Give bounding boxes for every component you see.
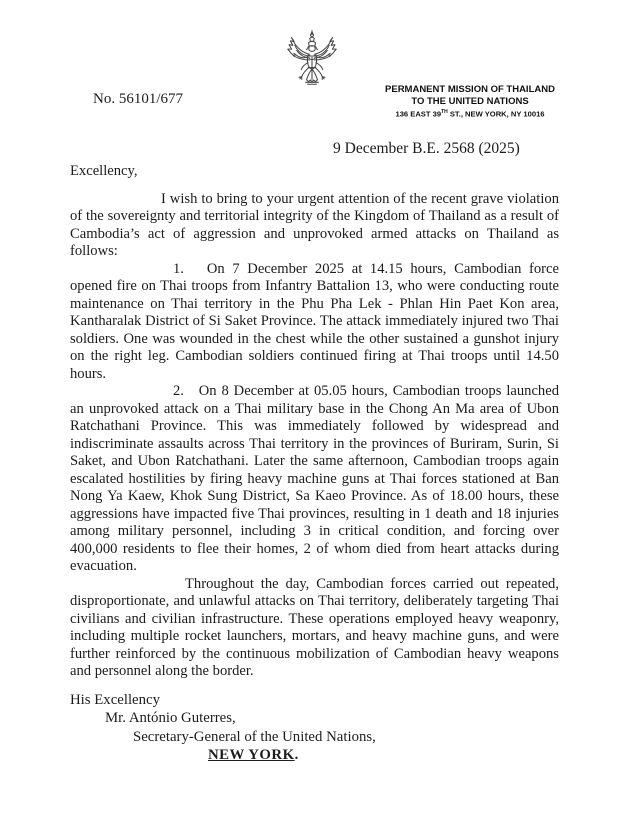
addressee-position: Secretary-General of the United Nations,	[133, 728, 376, 745]
addressee-city: NEW YORK	[208, 747, 295, 764]
letterhead-line1: PERMANENT MISSION OF THAILAND	[385, 84, 555, 95]
salutation: Excellency,	[70, 163, 138, 179]
reference-number: No. 56101/677	[93, 91, 183, 107]
addressee-block	[70, 691, 376, 765]
thai-garuda-emblem-icon	[280, 30, 344, 104]
letterhead-address-prefix: 136 EAST 39	[395, 109, 442, 119]
paragraph-closing: Throughout the day, Cambodian forces carried out repeated, disproportionate, and unlawful attacks on Thai territory, deliberately targeting Thai civilians and civilian infrastructure. These operations employed heavy weaponry, including multiple rocket launchers, mortars, and heavy machine guns, and were further reinforced by the continuous mobilization of Cambodian heavy weapons and personnel along the border.	[70, 575, 559, 679]
addressee-city-line	[70, 746, 376, 764]
letterhead-address-suffix: ST., NEW YORK, NY 10016	[447, 109, 545, 119]
letter-date: 9 December B.E. 2568 (2025)	[333, 140, 520, 157]
paragraph-intro: I wish to bring to your urgent attention of the recent grave violation of the sovereignty and territorial integrity of the Kingdom of Thailand as a result of Cambodia’s act of aggression and unprovoked armed attacks on Thailand as follows:	[70, 190, 559, 259]
paragraph-item-2: 2. On 8 December at 05.05 hours, Cambodian troops launched an unprovoked attack on a Thai military base in the Chong An Ma area of Ubon Ratchathani Province. This was immediately followed by widespread and indiscriminate assaults across Thai territory in the provinces of Buriram, Surin, Si Saket, and Ubon Ratchathani. Later the same afternoon, Cambodian troops again escalated hostilities by firing heavy machine guns at Thai forces stationed at Ban Nong Ya Kaew, Khok Sung District, Sa Kaeo Province. As of 18.00 hours, these aggressions have impacted five Thai provinces, resulting in 1 death and 18 injuries among military personnel, including 3 in critical condition, and forcing over 400,000 residents to flee their homes, 2 of whom died from heart attacks during evacuation.	[70, 383, 559, 574]
mission-letterhead	[381, 84, 559, 120]
addressee-title: His Excellency	[70, 692, 160, 708]
paragraph-item-1: 1. On 7 December 2025 at 14.15 hours, Cambodian force opened fire on Thai troops from Infantry Battalion 13, who were conducting route maintenance on Thai territory in the Phu Pha Lek - Phlan Hin Paet Kon area, Kantharalak District of Si Saket Province. The attack immediately injured two Thai soldiers. One was wounded in the chest while the other sustained a gunshot injury on the right leg. Cambodian soldiers continued firing at Thai troops until 14.50 hours.	[70, 260, 559, 382]
letterhead-address-ordinal: TH	[441, 109, 448, 115]
letterhead-line2: TO THE UNITED NATIONS	[411, 95, 529, 107]
addressee-name: Mr. António Guterres,	[105, 710, 236, 727]
addressee-city-period: .	[294, 747, 299, 764]
letterhead-address	[381, 107, 559, 120]
letter-body	[70, 163, 559, 681]
